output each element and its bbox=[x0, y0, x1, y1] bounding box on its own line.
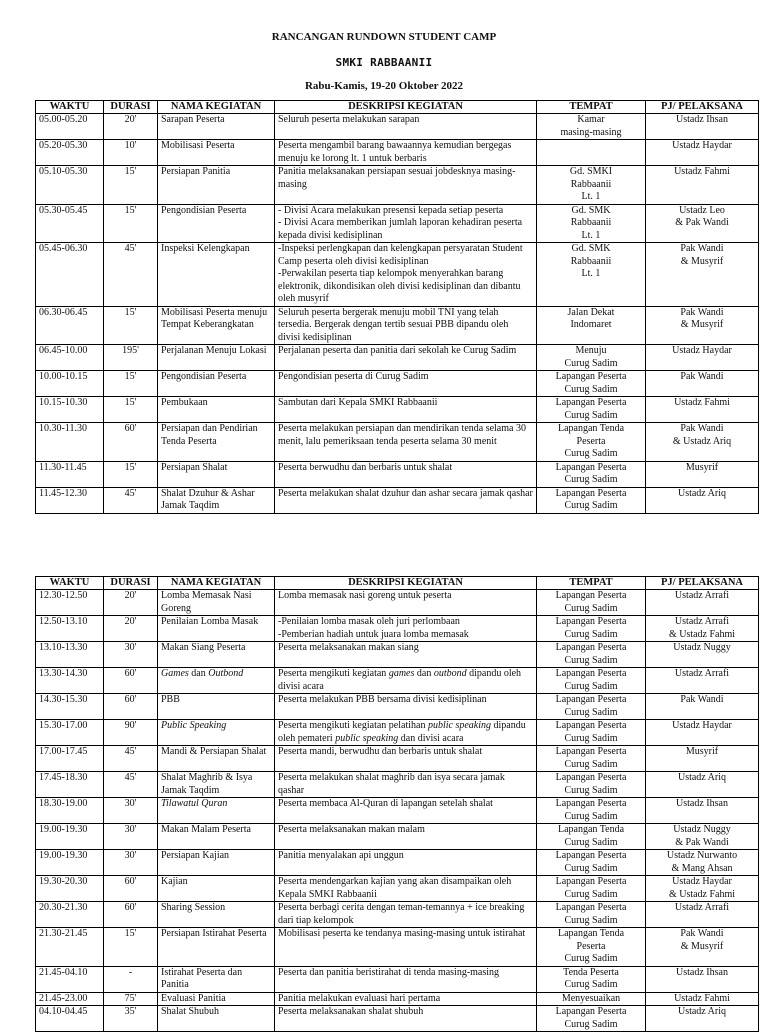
cell-waktu: 17.45-18.30 bbox=[36, 772, 104, 798]
cell-pj-pelaksana: Ustadz Arrafi bbox=[646, 590, 759, 616]
cell-deskripsi: Sambutan dari Kepala SMKI Rabbaanii bbox=[275, 397, 537, 423]
cell-nama-kegiatan: Pengondisian Peserta bbox=[158, 204, 275, 243]
cell-waktu: 06.30-06.45 bbox=[36, 306, 104, 345]
cell-tempat: Lapangan Peserta Curug Sadim bbox=[537, 798, 646, 824]
table-row bbox=[36, 371, 759, 397]
cell-pj-pelaksana: Ustadz Ariq bbox=[646, 1006, 759, 1032]
cell-deskripsi: Peserta mengikuti kegiatan games dan outbond dipandu oleh divisi acara bbox=[275, 668, 537, 694]
cell-durasi: 15' bbox=[104, 306, 158, 345]
col-header-waktu: WAKTU bbox=[36, 577, 104, 590]
cell-pj-pelaksana: Musyrif bbox=[646, 746, 759, 772]
cell-waktu: 19.00-19.30 bbox=[36, 824, 104, 850]
cell-durasi: 15' bbox=[104, 461, 158, 487]
event-date: Rabu-Kamis, 19-20 Oktober 2022 bbox=[304, 80, 464, 92]
table-row bbox=[36, 824, 759, 850]
table-row bbox=[36, 798, 759, 824]
cell-deskripsi: Peserta melaksanakan shalat shubuh bbox=[275, 1006, 537, 1032]
document-title: RANCANGAN RUNDOWN STUDENT CAMP bbox=[271, 31, 497, 43]
cell-tempat: Lapangan Tenda Peserta Curug Sadim bbox=[537, 423, 646, 462]
cell-deskripsi: Panitia melakukan evaluasi hari pertama bbox=[275, 992, 537, 1006]
cell-deskripsi: Peserta mengikuti kegiatan pelatihan public speaking dipandu oleh pemateri public speaking dan divisi acara bbox=[275, 720, 537, 746]
cell-tempat: Lapangan Peserta Curug Sadim bbox=[537, 590, 646, 616]
cell-pj-pelaksana: Ustadz Fahmi bbox=[646, 992, 759, 1006]
cell-waktu: 10.30-11.30 bbox=[36, 423, 104, 462]
cell-waktu: 12.30-12.50 bbox=[36, 590, 104, 616]
cell-durasi: - bbox=[104, 966, 158, 992]
cell-durasi: 30' bbox=[104, 642, 158, 668]
cell-durasi: 15' bbox=[104, 928, 158, 967]
cell-pj-pelaksana: Ustadz Nurwanto & Mang Ahsan bbox=[646, 850, 759, 876]
table-row bbox=[36, 720, 759, 746]
cell-nama-kegiatan: Shalat Shubuh bbox=[158, 1006, 275, 1032]
cell-durasi: 60' bbox=[104, 694, 158, 720]
cell-waktu: 13.30-14.30 bbox=[36, 668, 104, 694]
table-row bbox=[36, 694, 759, 720]
cell-durasi: 20' bbox=[104, 590, 158, 616]
col-header-deskripsi: DESKRIPSI KEGIATAN bbox=[275, 577, 537, 590]
cell-nama-kegiatan: Persiapan Panitia bbox=[158, 166, 275, 205]
cell-pj-pelaksana: Ustadz Ariq bbox=[646, 487, 759, 513]
cell-deskripsi: Peserta berwudhu dan berbaris untuk shalat bbox=[275, 461, 537, 487]
cell-durasi: 45' bbox=[104, 487, 158, 513]
cell-durasi: 60' bbox=[104, 668, 158, 694]
col-header-nama-kegiatan: NAMA KEGIATAN bbox=[158, 577, 275, 590]
school-name: SMKI RABBAANII bbox=[335, 56, 433, 69]
cell-durasi: 15' bbox=[104, 166, 158, 205]
cell-pj-pelaksana: Ustadz Arrafi bbox=[646, 902, 759, 928]
cell-tempat: Lapangan Peserta Curug Sadim bbox=[537, 850, 646, 876]
cell-pj-pelaksana: Ustadz Haydar bbox=[646, 140, 759, 166]
cell-pj-pelaksana: Ustadz Leo & Pak Wandi bbox=[646, 204, 759, 243]
cell-waktu: 21.45-04.10 bbox=[36, 966, 104, 992]
cell-durasi: 90' bbox=[104, 720, 158, 746]
cell-durasi: 35' bbox=[104, 1006, 158, 1032]
col-header-waktu: WAKTU bbox=[36, 101, 104, 114]
cell-pj-pelaksana: Ustadz Haydar & Ustadz Fahmi bbox=[646, 876, 759, 902]
cell-deskripsi: Peserta dan panitia beristirahat di tenda masing-masing bbox=[275, 966, 537, 992]
cell-deskripsi: Peserta mendengarkan kajian yang akan disampaikan oleh Kepala SMKI Rabbaanii bbox=[275, 876, 537, 902]
cell-durasi: 15' bbox=[104, 371, 158, 397]
cell-nama-kegiatan: Inspeksi Kelengkapan bbox=[158, 243, 275, 307]
table-row bbox=[36, 668, 759, 694]
cell-durasi: 15' bbox=[104, 204, 158, 243]
cell-nama-kegiatan: Pembukaan bbox=[158, 397, 275, 423]
cell-durasi: 30' bbox=[104, 850, 158, 876]
cell-tempat: Lapangan Peserta Curug Sadim bbox=[537, 642, 646, 668]
cell-pj-pelaksana: Ustadz Arrafi bbox=[646, 668, 759, 694]
table-row bbox=[36, 166, 759, 205]
cell-tempat: Lapangan Peserta Curug Sadim bbox=[537, 616, 646, 642]
cell-deskripsi: Panitia melaksanakan persiapan sesuai jobdesknya masing-masing bbox=[275, 166, 537, 205]
cell-waktu: 11.30-11.45 bbox=[36, 461, 104, 487]
cell-waktu: 21.45-23.00 bbox=[36, 992, 104, 1006]
cell-waktu: 10.15-10.30 bbox=[36, 397, 104, 423]
cell-tempat: Jalan Dekat Indomaret bbox=[537, 306, 646, 345]
cell-deskripsi: - Divisi Acara melakukan presensi kepada setiap peserta - Divisi Acara memberikan jumlah laporan kehadiran peserta kepada divisi kedisiplinan bbox=[275, 204, 537, 243]
cell-pj-pelaksana: Pak Wandi bbox=[646, 694, 759, 720]
cell-tempat: Lapangan Peserta Curug Sadim bbox=[537, 397, 646, 423]
cell-deskripsi: Peserta melakukan shalat maghrib dan isya secara jamak qashar bbox=[275, 772, 537, 798]
cell-nama-kegiatan: Persiapan Shalat bbox=[158, 461, 275, 487]
cell-nama-kegiatan: Evaluasi Panitia bbox=[158, 992, 275, 1006]
cell-deskripsi: Peserta mandi, berwudhu dan berbaris untuk shalat bbox=[275, 746, 537, 772]
cell-durasi: 45' bbox=[104, 746, 158, 772]
table-row bbox=[36, 1006, 759, 1032]
table-row bbox=[36, 397, 759, 423]
cell-tempat bbox=[537, 140, 646, 166]
cell-deskripsi: -Inspeksi perlengkapan dan kelengkapan persyaratan Student Camp peserta oleh divisi kedisiplinan -Perwakilan peserta tiap kelompok menyerahkan barang elektronik, dikondisikan oleh divisi kedisiplinan dan dibantu oleh musyrif bbox=[275, 243, 537, 307]
cell-pj-pelaksana: Ustadz Haydar bbox=[646, 720, 759, 746]
cell-nama-kegiatan: PBB bbox=[158, 694, 275, 720]
table-row bbox=[36, 204, 759, 243]
cell-durasi: 45' bbox=[104, 772, 158, 798]
cell-waktu: 05.10-05.30 bbox=[36, 166, 104, 205]
table-row bbox=[36, 487, 759, 513]
table-row bbox=[36, 902, 759, 928]
col-header-nama-kegiatan: NAMA KEGIATAN bbox=[158, 101, 275, 114]
cell-pj-pelaksana: Ustadz Nuggy bbox=[646, 642, 759, 668]
cell-waktu: 19.30-20.30 bbox=[36, 876, 104, 902]
cell-waktu: 05.00-05.20 bbox=[36, 114, 104, 140]
cell-pj-pelaksana: Pak Wandi & Musyrif bbox=[646, 928, 759, 967]
cell-tempat: Lapangan Peserta Curug Sadim bbox=[537, 694, 646, 720]
cell-pj-pelaksana: Pak Wandi bbox=[646, 371, 759, 397]
col-header-deskripsi: DESKRIPSI KEGIATAN bbox=[275, 101, 537, 114]
cell-durasi: 10' bbox=[104, 140, 158, 166]
table-header-row bbox=[36, 101, 759, 114]
cell-durasi: 15' bbox=[104, 397, 158, 423]
table-row bbox=[36, 306, 759, 345]
col-header-durasi: DURASI bbox=[104, 101, 158, 114]
cell-durasi: 45' bbox=[104, 243, 158, 307]
cell-pj-pelaksana: Ustadz Ihsan bbox=[646, 114, 759, 140]
cell-nama-kegiatan: Tilawatul Quran bbox=[158, 798, 275, 824]
cell-tempat: Lapangan Peserta Curug Sadim bbox=[537, 487, 646, 513]
cell-nama-kegiatan: Shalat Dzuhur & Ashar Jamak Taqdim bbox=[158, 487, 275, 513]
table-row bbox=[36, 876, 759, 902]
cell-durasi: 20' bbox=[104, 114, 158, 140]
cell-durasi: 60' bbox=[104, 902, 158, 928]
cell-deskripsi: Peserta melakukan persiapan dan mendirikan tenda selama 30 menit, lalu pemeriksaan tenda peserta selama 30 menit bbox=[275, 423, 537, 462]
cell-nama-kegiatan: Shalat Maghrib & Isya Jamak Taqdim bbox=[158, 772, 275, 798]
cell-pj-pelaksana: Ustadz Ariq bbox=[646, 772, 759, 798]
cell-tempat: Gd. SMK Rabbaanii Lt. 1 bbox=[537, 243, 646, 307]
table-row bbox=[36, 616, 759, 642]
rundown-table-day1 bbox=[35, 100, 759, 514]
cell-deskripsi: Lomba memasak nasi goreng untuk peserta bbox=[275, 590, 537, 616]
col-header-pj-pelaksana: PJ/ PELAKSANA bbox=[646, 577, 759, 590]
cell-tempat: Lapangan Peserta Curug Sadim bbox=[537, 746, 646, 772]
cell-pj-pelaksana: Pak Wandi & Musyrif bbox=[646, 306, 759, 345]
cell-tempat: Kamar masing-masing bbox=[537, 114, 646, 140]
cell-pj-pelaksana: Pak Wandi & Ustadz Ariq bbox=[646, 423, 759, 462]
cell-tempat: Lapangan Peserta Curug Sadim bbox=[537, 668, 646, 694]
cell-nama-kegiatan: Penilaian Lomba Masak bbox=[158, 616, 275, 642]
cell-nama-kegiatan: Persiapan Kajian bbox=[158, 850, 275, 876]
rundown-table-day1-afternoon bbox=[35, 576, 759, 1032]
cell-tempat: Gd. SMKI Rabbaanii Lt. 1 bbox=[537, 166, 646, 205]
cell-deskripsi: Peserta berbagi cerita dengan teman-temannya + ice breaking dari tiap kelompok bbox=[275, 902, 537, 928]
cell-nama-kegiatan: Mandi & Persiapan Shalat bbox=[158, 746, 275, 772]
table-row bbox=[36, 423, 759, 462]
cell-nama-kegiatan: Perjalanan Menuju Lokasi bbox=[158, 345, 275, 371]
cell-nama-kegiatan: Games dan Outbond bbox=[158, 668, 275, 694]
table-row bbox=[36, 850, 759, 876]
cell-tempat: Tenda Peserta Curug Sadim bbox=[537, 966, 646, 992]
cell-nama-kegiatan: Istirahat Peserta dan Panitia bbox=[158, 966, 275, 992]
cell-deskripsi: Peserta melakukan shalat dzuhur dan ashar secara jamak qashar bbox=[275, 487, 537, 513]
cell-tempat: Lapangan Peserta Curug Sadim bbox=[537, 720, 646, 746]
cell-tempat: Lapangan Peserta Curug Sadim bbox=[537, 371, 646, 397]
cell-nama-kegiatan: Sarapan Peserta bbox=[158, 114, 275, 140]
cell-tempat: Lapangan Peserta Curug Sadim bbox=[537, 902, 646, 928]
col-header-durasi: DURASI bbox=[104, 577, 158, 590]
cell-tempat: Lapangan Peserta Curug Sadim bbox=[537, 1006, 646, 1032]
cell-tempat: Lapangan Tenda Peserta Curug Sadim bbox=[537, 928, 646, 967]
cell-waktu: 06.45-10.00 bbox=[36, 345, 104, 371]
cell-waktu: 05.20-05.30 bbox=[36, 140, 104, 166]
cell-pj-pelaksana: Ustadz Nuggy & Pak Wandi bbox=[646, 824, 759, 850]
cell-tempat: Lapangan Peserta Curug Sadim bbox=[537, 461, 646, 487]
cell-nama-kegiatan: Persiapan Istirahat Peserta bbox=[158, 928, 275, 967]
cell-waktu: 17.00-17.45 bbox=[36, 746, 104, 772]
cell-nama-kegiatan: Mobilisasi Peserta bbox=[158, 140, 275, 166]
cell-durasi: 60' bbox=[104, 876, 158, 902]
cell-deskripsi: Perjalanan peserta dan panitia dari sekolah ke Curug Sadim bbox=[275, 345, 537, 371]
cell-deskripsi: Peserta melaksanakan makan malam bbox=[275, 824, 537, 850]
cell-deskripsi: Panitia menyalakan api unggun bbox=[275, 850, 537, 876]
cell-tempat: Lapangan Tenda Curug Sadim bbox=[537, 824, 646, 850]
cell-tempat: Menyesuaikan bbox=[537, 992, 646, 1006]
table-row bbox=[36, 590, 759, 616]
col-header-tempat: TEMPAT bbox=[537, 577, 646, 590]
cell-deskripsi: Peserta membaca Al-Quran di lapangan setelah shalat bbox=[275, 798, 537, 824]
cell-nama-kegiatan: Pengondisian Peserta bbox=[158, 371, 275, 397]
cell-waktu: 19.00-19.30 bbox=[36, 850, 104, 876]
cell-tempat: Lapangan Peserta Curug Sadim bbox=[537, 876, 646, 902]
cell-pj-pelaksana: Ustadz Haydar bbox=[646, 345, 759, 371]
table-header-row bbox=[36, 577, 759, 590]
cell-deskripsi: Peserta melakukan PBB bersama divisi kedisiplinan bbox=[275, 694, 537, 720]
cell-waktu: 20.30-21.30 bbox=[36, 902, 104, 928]
cell-durasi: 30' bbox=[104, 824, 158, 850]
cell-waktu: 04.10-04.45 bbox=[36, 1006, 104, 1032]
cell-waktu: 18.30-19.00 bbox=[36, 798, 104, 824]
cell-deskripsi: Mobilisasi peserta ke tendanya masing-masing untuk istirahat bbox=[275, 928, 537, 967]
cell-nama-kegiatan: Public Speaking bbox=[158, 720, 275, 746]
cell-waktu: 13.10-13.30 bbox=[36, 642, 104, 668]
table-row bbox=[36, 928, 759, 967]
cell-waktu: 05.30-05.45 bbox=[36, 204, 104, 243]
cell-deskripsi: Pengondisian peserta di Curug Sadim bbox=[275, 371, 537, 397]
cell-nama-kegiatan: Makan Siang Peserta bbox=[158, 642, 275, 668]
cell-waktu: 05.45-06.30 bbox=[36, 243, 104, 307]
col-header-pj-pelaksana: PJ/ PELAKSANA bbox=[646, 101, 759, 114]
cell-pj-pelaksana: Ustadz Fahmi bbox=[646, 397, 759, 423]
table-row bbox=[36, 243, 759, 307]
cell-nama-kegiatan: Lomba Memasak Nasi Goreng bbox=[158, 590, 275, 616]
table-row bbox=[36, 992, 759, 1006]
cell-tempat: Gd. SMK Rabbaanii Lt. 1 bbox=[537, 204, 646, 243]
cell-pj-pelaksana: Ustadz Arrafi & Ustadz Fahmi bbox=[646, 616, 759, 642]
cell-durasi: 60' bbox=[104, 423, 158, 462]
table-row bbox=[36, 642, 759, 668]
cell-waktu: 12.50-13.10 bbox=[36, 616, 104, 642]
cell-pj-pelaksana: Musyrif bbox=[646, 461, 759, 487]
cell-deskripsi: Peserta mengambil barang bawaannya kemudian bergegas menuju ke lorong lt. 1 untuk berbaris bbox=[275, 140, 537, 166]
cell-waktu: 14.30-15.30 bbox=[36, 694, 104, 720]
cell-deskripsi: -Penilaian lomba masak oleh juri perlombaan -Pemberian hadiah untuk juara lomba memasak bbox=[275, 616, 537, 642]
table-row bbox=[36, 140, 759, 166]
cell-waktu: 11.45-12.30 bbox=[36, 487, 104, 513]
cell-durasi: 75' bbox=[104, 992, 158, 1006]
cell-deskripsi: Seluruh peserta melakukan sarapan bbox=[275, 114, 537, 140]
cell-nama-kegiatan: Mobilisasi Peserta menuju Tempat Keberangkatan bbox=[158, 306, 275, 345]
cell-deskripsi: Peserta melaksanakan makan siang bbox=[275, 642, 537, 668]
table-row bbox=[36, 461, 759, 487]
table-row bbox=[36, 966, 759, 992]
table-row bbox=[36, 746, 759, 772]
cell-nama-kegiatan: Makan Malam Peserta bbox=[158, 824, 275, 850]
table-row bbox=[36, 114, 759, 140]
cell-durasi: 20' bbox=[104, 616, 158, 642]
cell-waktu: 10.00-10.15 bbox=[36, 371, 104, 397]
cell-tempat: Menuju Curug Sadim bbox=[537, 345, 646, 371]
cell-waktu: 21.30-21.45 bbox=[36, 928, 104, 967]
cell-pj-pelaksana: Ustadz Fahmi bbox=[646, 166, 759, 205]
cell-deskripsi: Seluruh peserta bergerak menuju mobil TNI yang telah tersedia. Bergerak dengan tertib sesuai PBB dipandu oleh divisi kedisiplinan bbox=[275, 306, 537, 345]
cell-nama-kegiatan: Persiapan dan Pendirian Tenda Peserta bbox=[158, 423, 275, 462]
cell-tempat: Lapangan Peserta Curug Sadim bbox=[537, 772, 646, 798]
cell-durasi: 30' bbox=[104, 798, 158, 824]
col-header-tempat: TEMPAT bbox=[537, 101, 646, 114]
cell-pj-pelaksana: Pak Wandi & Musyrif bbox=[646, 243, 759, 307]
cell-pj-pelaksana: Ustadz Ihsan bbox=[646, 798, 759, 824]
cell-pj-pelaksana: Ustadz Ihsan bbox=[646, 966, 759, 992]
cell-nama-kegiatan: Kajian bbox=[158, 876, 275, 902]
cell-nama-kegiatan: Sharing Session bbox=[158, 902, 275, 928]
table-row bbox=[36, 345, 759, 371]
table-row bbox=[36, 772, 759, 798]
cell-durasi: 195' bbox=[104, 345, 158, 371]
cell-waktu: 15.30-17.00 bbox=[36, 720, 104, 746]
